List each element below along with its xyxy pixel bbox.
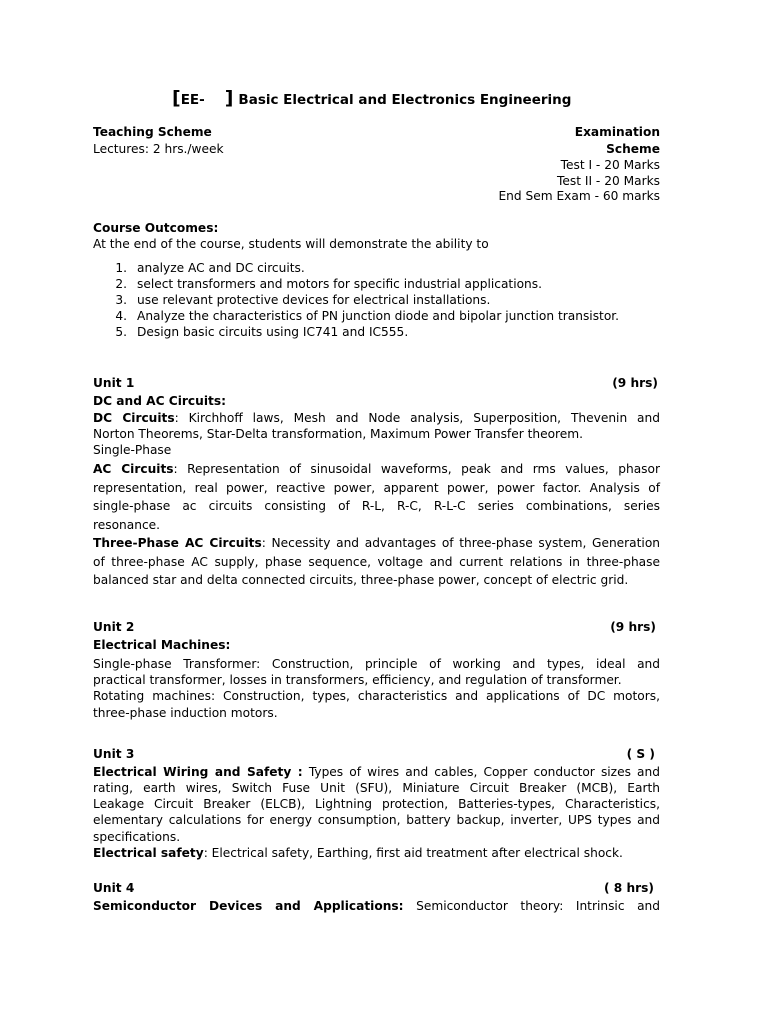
outcome-1-number: 1. (115, 261, 127, 275)
exam-test-1-marks: Test I - 20 Marks (560, 158, 660, 172)
electrical-safety-label: Electrical safety (93, 846, 204, 860)
ac-circuits-text: : Representation of sinusoidal waveforms, peak and rms values, phasor (173, 462, 661, 476)
unit-2-transformer-line-1: Single-phase Transformer: Construction, principle of working and types, ideal and (93, 657, 660, 671)
unit-1-hours: (9 hrs) (612, 376, 658, 390)
course-code: EE- (180, 92, 205, 108)
unit-4-hours: ( 8 hrs) (603, 881, 654, 895)
unit-1-three-phase-line-1 (93, 535, 660, 551)
exam-end-sem-marks: End Sem Exam - 60 marks (498, 189, 660, 203)
wiring-safety-text: Types of wires and cables, Copper conductor sizes and (302, 765, 660, 779)
unit-1-ac-circuits-line-4: resonance. (93, 518, 161, 532)
course-title (172, 86, 571, 110)
unit-1-three-phase-line-2: of three-phase AC supply, phase sequence, voltage and current relations in three-phase (93, 555, 660, 569)
course-outcomes-heading: Course Outcomes: (93, 221, 219, 235)
examination-scheme-heading-line-2: Scheme (606, 142, 660, 156)
unit-1-dc-circuits-line-2: Norton Theorems, Star-Delta transformation, Maximum Power Transfer theorem. (93, 427, 584, 441)
electrical-safety-text: : Electrical safety, Earthing, first aid treatment after electrical shock. (203, 846, 623, 860)
dc-circuits-text: : Kirchhoff laws, Mesh and Node analysis, Superposition, Thevenin and (174, 411, 660, 425)
three-phase-text: : Necessity and advantages of three-phase system, Generation (261, 536, 660, 550)
title-close-bracket: ] (224, 87, 234, 109)
outcome-1-text: analyze AC and DC circuits. (137, 261, 305, 275)
unit-3-wiring-line-4: elementary calculations for energy consumption, battery backup, inverter, UPS types and (93, 813, 660, 827)
unit-2-rotating-machines-line-2: three-phase induction motors. (93, 706, 278, 720)
unit-1-dc-circuits-line-1 (93, 410, 660, 426)
unit-1-single-phase-line: Single-Phase (93, 443, 172, 457)
dc-circuits-label: DC Circuits (93, 411, 175, 425)
unit-3-electrical-safety-line (93, 845, 660, 861)
outcome-2-text: select transformers and motors for specific industrial applications. (137, 277, 542, 291)
course-name: Basic Electrical and Electronics Engineering (238, 92, 572, 108)
unit-3-hours: ( S ) (626, 747, 655, 761)
unit-2-label: Unit 2 (93, 620, 135, 634)
unit-1-ac-circuits-line-3: single-phase ac circuits consisting of R-L, R-C, R-L-C series combinations, series (93, 499, 660, 513)
unit-4-label: Unit 4 (93, 881, 135, 895)
unit-4-semiconductor-line-1 (93, 898, 660, 914)
unit-1-title: DC and AC Circuits: (93, 394, 226, 408)
outcome-3-text: use relevant protective devices for electrical installations. (137, 293, 491, 307)
exam-test-2-marks: Test II - 20 Marks (557, 174, 660, 188)
unit-2-title: Electrical Machines: (93, 638, 231, 652)
course-outcomes-intro: At the end of the course, students will demonstrate the ability to (93, 237, 489, 251)
unit-1-ac-circuits-line-1 (93, 461, 660, 477)
lectures-per-week: Lectures: 2 hrs./week (93, 142, 224, 156)
unit-3-label: Unit 3 (93, 747, 135, 761)
outcome-5-number: 5. (115, 325, 127, 339)
ac-circuits-label: AC Circuits (93, 462, 174, 476)
unit-1-label: Unit 1 (93, 376, 135, 390)
outcome-4-text: Analyze the characteristics of PN junction diode and bipolar junction transistor. (137, 309, 620, 323)
unit-2-rotating-machines-line-1: Rotating machines: Construction, types, characteristics and applications of DC motors, (93, 689, 660, 703)
unit-3-wiring-line-2: rating, earth wires, Switch Fuse Unit (SFU), Miniature Circuit Breaker (MCB), Earth (93, 781, 660, 795)
unit-1-three-phase-line-3: balanced star and delta connected circuits, three-phase power, concept of electric grid. (93, 573, 629, 587)
unit-3-wiring-line-3: Leakage Circuit Breaker (ELCB), Lightning protection, Batteries-types, Characteristics, (93, 797, 660, 811)
examination-scheme-heading-line-1: Examination (574, 125, 660, 139)
outcome-2-number: 2. (115, 277, 127, 291)
outcome-3-number: 3. (115, 293, 127, 307)
unit-3-wiring-line-5: specifications. (93, 830, 181, 844)
unit-2-transformer-line-2: practical transformer, losses in transformers, efficiency, and regulation of transformer. (93, 673, 622, 687)
unit-2-hours: (9 hrs) (610, 620, 656, 634)
unit-3-wiring-line-1 (93, 764, 660, 780)
wiring-safety-label: Electrical Wiring and Safety : (93, 765, 303, 779)
teaching-scheme-heading: Teaching Scheme (93, 125, 212, 139)
semiconductor-text: Semiconductor theory: Intrinsic and (403, 899, 660, 913)
title-open-bracket: [ (172, 87, 181, 109)
semiconductor-label: Semiconductor Devices and Applications: (93, 899, 404, 913)
unit-1-ac-circuits-line-2: representation, real power, reactive power, apparent power, power factor. Analysis of (93, 481, 660, 495)
three-phase-label: Three-Phase AC Circuits (93, 536, 262, 550)
outcome-4-number: 4. (115, 309, 127, 323)
outcome-5-text: Design basic circuits using IC741 and IC555. (137, 325, 409, 339)
